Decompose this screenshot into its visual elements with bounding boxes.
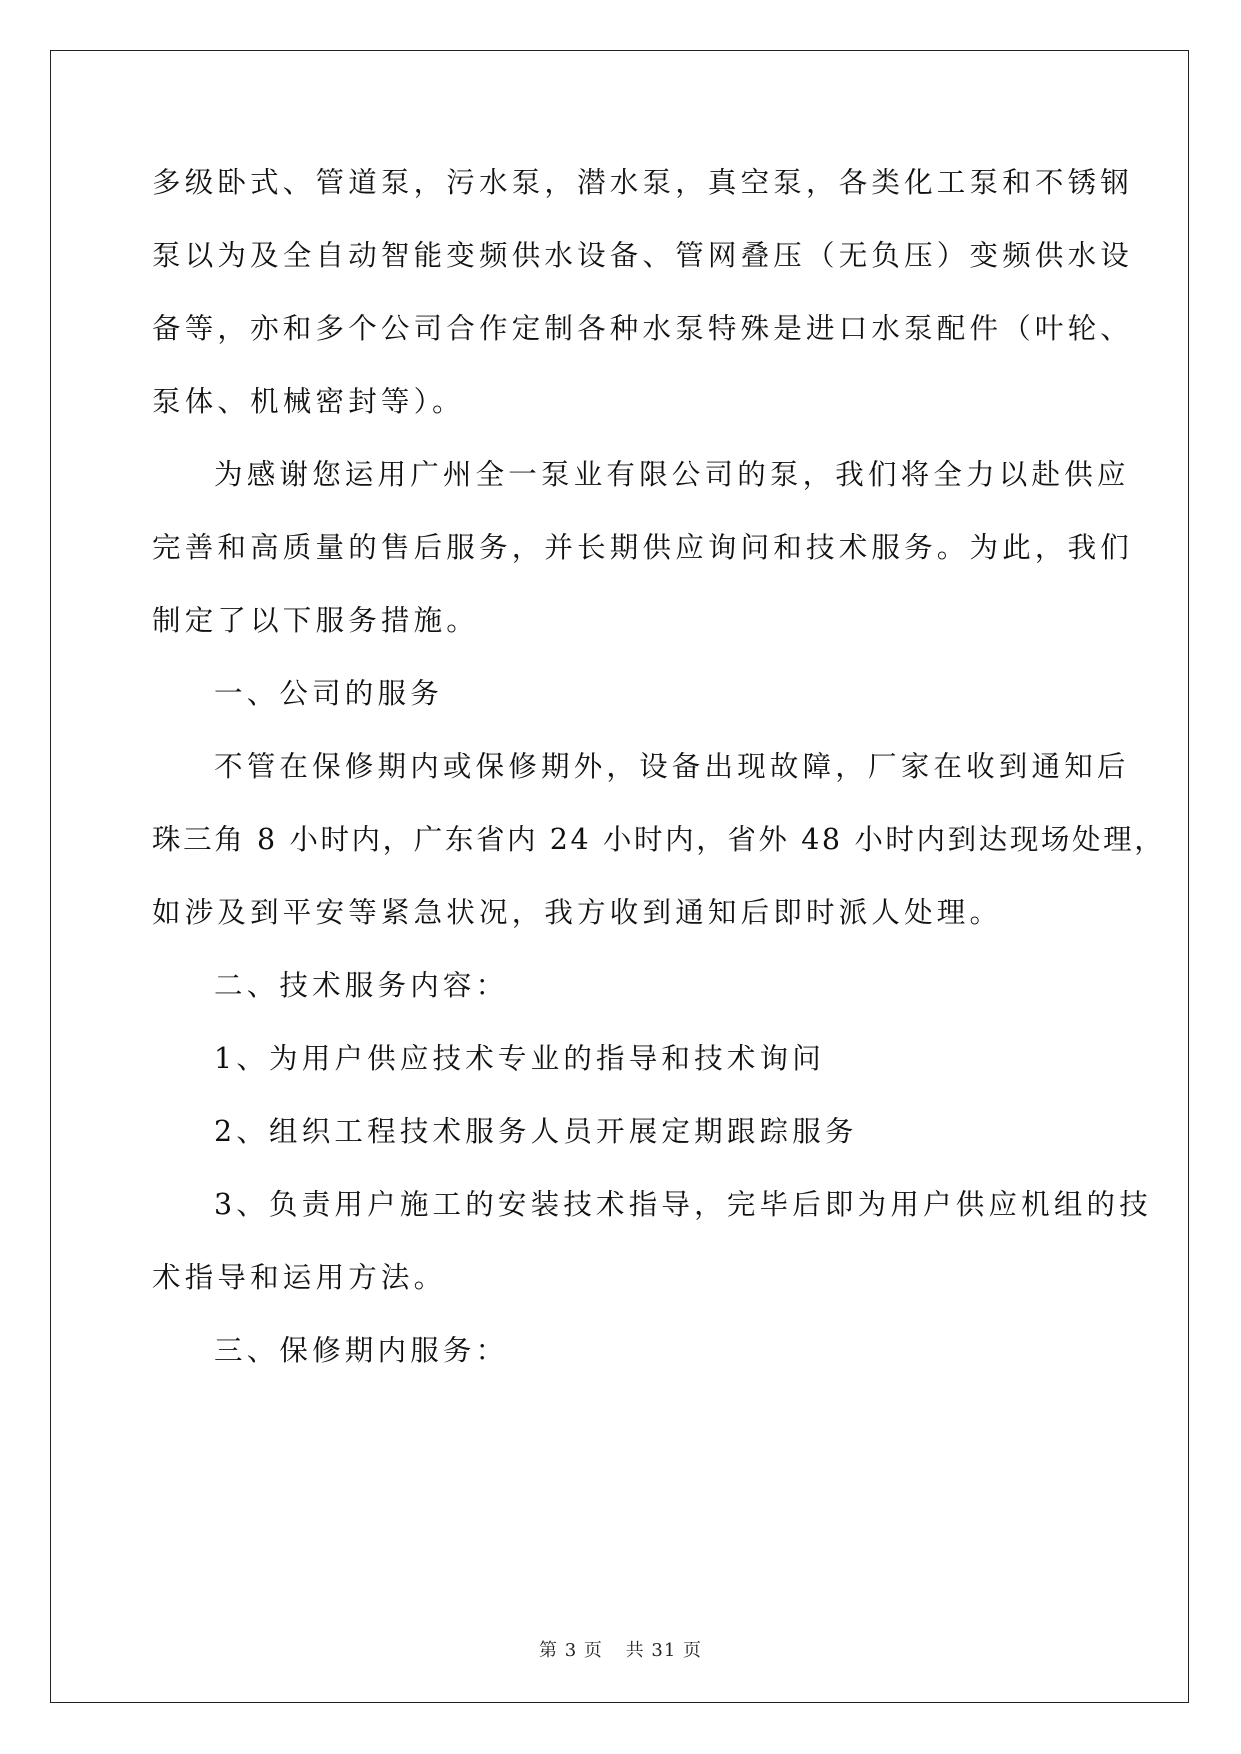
list-item: 2、组织工程技术服务人员开展定期跟踪服务 [214,1115,858,1148]
paragraph-line: 泵体、机械密封等）。 [152,385,465,418]
total-pages: 共 31 页 [625,1640,702,1661]
paragraph-line: 制定了以下服务措施。 [152,604,480,637]
paragraph-line: 泵以为及全自动智能变频供水设备、管网叠压（无负压）变频供水设 [152,239,1134,272]
paragraph-line: 为感谢您运用广州全一泵业有限公司的泵，我们将全力以赴供应 [214,458,1130,491]
paragraph-line: 多级卧式、管道泵，污水泵，潜水泵，真空泵，各类化工泵和不锈钢 [152,166,1134,199]
list-item: 1、为用户供应技术专业的指导和技术询问 [214,1042,825,1075]
page-border [50,50,1189,1703]
paragraph-line: 珠三角 8 小时内，广东省内 24 小时内，省外 48 小时内到达现场处理， [152,823,1166,856]
page-footer [0,1636,1241,1662]
list-item: 术指导和运用方法。 [152,1261,447,1294]
paragraph-line: 备等，亦和多个公司合作定制各种水泵特殊是进口水泵配件（叶轮、 [152,312,1134,345]
paragraph-line: 完善和高质量的售后服务，并长期供应询问和技术服务。为此，我们 [152,531,1134,564]
paragraph-line: 如涉及到平安等紧急状况，我方收到通知后即时派人处理。 [152,896,1003,929]
section-heading: 三、保修期内服务： [214,1334,509,1367]
list-item: 3、负责用户施工的安装技术指导，完毕后即为用户供应机组的技 [214,1188,1152,1221]
page-number: 第 3 页 [539,1640,603,1661]
section-heading: 一、公司的服务 [214,677,443,710]
paragraph-line: 不管在保修期内或保修期外，设备出现故障，厂家在收到通知后 [214,750,1130,783]
section-heading: 二、技术服务内容： [214,969,509,1002]
